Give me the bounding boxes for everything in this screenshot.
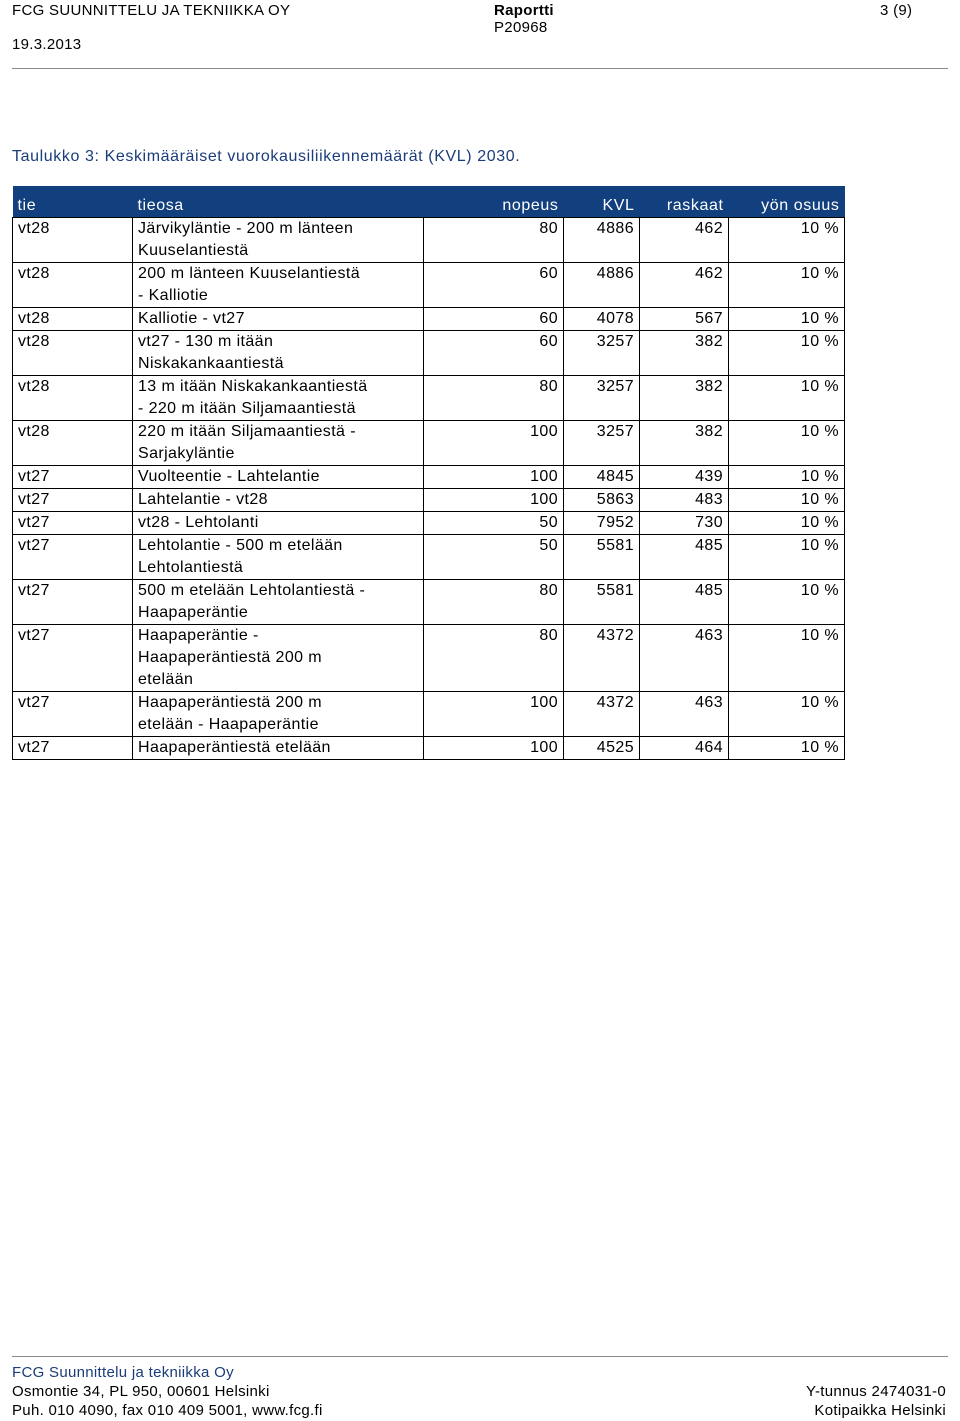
cell-yon-osuus: 10 % [729, 692, 845, 737]
column-header-kvl: KVL [564, 186, 640, 218]
tieosa-line: Vuolteentie - Lahtelantie [138, 468, 320, 485]
cell-raskaat: 382 [640, 421, 729, 466]
tieosa-line: Kuuselantiestä [138, 242, 249, 259]
cell-raskaat: 382 [640, 376, 729, 421]
cell-tie: vt28 [13, 331, 133, 376]
tieosa-line: 500 m etelään Lehtolantiestä - [138, 582, 366, 599]
cell-nopeus: 80 [424, 625, 564, 692]
cell-tie: vt27 [13, 625, 133, 692]
table-body [13, 218, 845, 760]
tieosa-line: Järvikyläntie - 200 m länteen [138, 220, 354, 237]
cell-raskaat: 439 [640, 466, 729, 489]
cell-raskaat: 463 [640, 625, 729, 692]
cell-raskaat: 464 [640, 737, 729, 760]
tieosa-line: etelään [138, 671, 194, 688]
tieosa-line: Kalliotie - vt27 [138, 310, 245, 327]
cell-nopeus: 80 [424, 218, 564, 263]
cell-tieosa [133, 331, 424, 376]
cell-tie: vt28 [13, 218, 133, 263]
cell-tieosa [133, 535, 424, 580]
cell-kvl: 4525 [564, 737, 640, 760]
cell-raskaat: 382 [640, 331, 729, 376]
cell-yon-osuus: 10 % [729, 737, 845, 760]
cell-tieosa [133, 737, 424, 760]
tieosa-line: 200 m länteen Kuuselantiestä [138, 265, 361, 282]
cell-raskaat: 462 [640, 218, 729, 263]
cell-tieosa [133, 489, 424, 512]
cell-kvl: 5581 [564, 535, 640, 580]
header-doc-type: Raportti [494, 2, 554, 19]
cell-tie: vt27 [13, 512, 133, 535]
tieosa-line: Lehtolantie - 500 m etelään [138, 537, 343, 554]
tieosa-line: - Kalliotie [138, 287, 209, 304]
cell-yon-osuus: 10 % [729, 466, 845, 489]
cell-nopeus: 60 [424, 308, 564, 331]
table-row [13, 625, 845, 692]
column-header-tieosa: tieosa [133, 186, 424, 218]
header-doc-number: P20968 [494, 19, 548, 36]
cell-tieosa [133, 421, 424, 466]
cell-tie: vt27 [13, 535, 133, 580]
table-row [13, 580, 845, 625]
table-row [13, 535, 845, 580]
cell-tie: vt27 [13, 489, 133, 512]
column-header-nopeus: nopeus [424, 186, 564, 218]
cell-tie: vt27 [13, 692, 133, 737]
cell-kvl: 3257 [564, 331, 640, 376]
table-row [13, 308, 845, 331]
cell-kvl: 5581 [564, 580, 640, 625]
cell-kvl: 3257 [564, 421, 640, 466]
table-row [13, 331, 845, 376]
cell-nopeus: 50 [424, 535, 564, 580]
header-page-number: 3 (9) [880, 2, 913, 19]
tieosa-line: Haapaperäntiestä etelään [138, 739, 331, 756]
table-row [13, 421, 845, 466]
cell-raskaat: 463 [640, 692, 729, 737]
table-row [13, 512, 845, 535]
tieosa-line: 13 m itään Niskakankaantiestä [138, 378, 368, 395]
cell-nopeus: 60 [424, 331, 564, 376]
tieosa-line: Sarjakyläntie [138, 445, 235, 462]
tieosa-line: Haapaperäntie - [138, 627, 259, 644]
tieosa-line: Lehtolantiestä [138, 559, 244, 576]
cell-tie: vt28 [13, 308, 133, 331]
table-caption: Taulukko 3: Keskimääräiset vuorokausiliikennemäärät (KVL) 2030. [12, 148, 521, 165]
cell-tie: vt28 [13, 263, 133, 308]
tieosa-line: Lahtelantie - vt28 [138, 491, 268, 508]
footer-address: Osmontie 34, PL 950, 00601 Helsinki [12, 1383, 270, 1400]
footer-company: FCG Suunnittelu ja tekniikka Oy [12, 1364, 234, 1381]
cell-tie: vt27 [13, 580, 133, 625]
tieosa-line: etelään - Haapaperäntie [138, 716, 319, 733]
cell-nopeus: 100 [424, 466, 564, 489]
cell-kvl: 4372 [564, 625, 640, 692]
cell-tieosa [133, 308, 424, 331]
cell-yon-osuus: 10 % [729, 580, 845, 625]
tieosa-line: vt27 - 130 m itään [138, 333, 274, 350]
cell-nopeus: 100 [424, 692, 564, 737]
cell-kvl: 4886 [564, 263, 640, 308]
cell-nopeus: 100 [424, 737, 564, 760]
cell-tieosa [133, 692, 424, 737]
cell-tie: vt28 [13, 376, 133, 421]
tieosa-line: Haapaperäntiestä 200 m [138, 694, 323, 711]
cell-yon-osuus: 10 % [729, 218, 845, 263]
footer-divider [12, 1356, 948, 1357]
column-header-raskaat: raskaat [640, 186, 729, 218]
cell-raskaat: 462 [640, 263, 729, 308]
cell-raskaat: 567 [640, 308, 729, 331]
header-company: FCG SUUNNITTELU JA TEKNIIKKA OY [12, 2, 291, 19]
column-header-tie: tie [13, 186, 133, 218]
tieosa-line: Haapaperäntie [138, 604, 249, 621]
cell-kvl: 5863 [564, 489, 640, 512]
tieosa-line: 220 m itään Siljamaantiestä - [138, 423, 356, 440]
cell-kvl: 3257 [564, 376, 640, 421]
tieosa-line: - 220 m itään Siljamaantiestä [138, 400, 356, 417]
table-row [13, 466, 845, 489]
cell-nopeus: 50 [424, 512, 564, 535]
table-row [13, 489, 845, 512]
footer-domicile: Kotipaikka Helsinki [814, 1402, 946, 1419]
cell-tieosa [133, 512, 424, 535]
cell-yon-osuus: 10 % [729, 489, 845, 512]
cell-kvl: 4372 [564, 692, 640, 737]
cell-yon-osuus: 10 % [729, 331, 845, 376]
cell-nopeus: 100 [424, 421, 564, 466]
cell-tieosa [133, 580, 424, 625]
cell-tieosa [133, 376, 424, 421]
kvl-table [12, 186, 845, 760]
footer-contact: Puh. 010 4090, fax 010 409 5001, www.fcg.fi [12, 1402, 323, 1419]
cell-yon-osuus: 10 % [729, 421, 845, 466]
cell-tieosa [133, 466, 424, 489]
cell-yon-osuus: 10 % [729, 263, 845, 308]
cell-tie: vt28 [13, 421, 133, 466]
table-header-row [13, 186, 845, 218]
header-divider [12, 68, 948, 69]
tieosa-line: Haapaperäntiestä 200 m [138, 649, 323, 666]
cell-tieosa [133, 218, 424, 263]
cell-nopeus: 60 [424, 263, 564, 308]
cell-kvl: 4078 [564, 308, 640, 331]
cell-raskaat: 730 [640, 512, 729, 535]
cell-yon-osuus: 10 % [729, 512, 845, 535]
header-date: 19.3.2013 [12, 36, 82, 53]
cell-tieosa [133, 625, 424, 692]
cell-raskaat: 483 [640, 489, 729, 512]
cell-nopeus: 80 [424, 580, 564, 625]
table-row [13, 376, 845, 421]
cell-kvl: 7952 [564, 512, 640, 535]
table-row [13, 263, 845, 308]
cell-tieosa [133, 263, 424, 308]
cell-tie: vt27 [13, 737, 133, 760]
footer-business-id: Y-tunnus 2474031-0 [806, 1383, 946, 1400]
cell-yon-osuus: 10 % [729, 308, 845, 331]
cell-kvl: 4886 [564, 218, 640, 263]
tieosa-line: Niskakankaantiestä [138, 355, 284, 372]
table-row [13, 737, 845, 760]
cell-nopeus: 100 [424, 489, 564, 512]
cell-raskaat: 485 [640, 580, 729, 625]
column-header-yon-osuus: yön osuus [729, 186, 845, 218]
cell-yon-osuus: 10 % [729, 625, 845, 692]
cell-raskaat: 485 [640, 535, 729, 580]
tieosa-line: vt28 - Lehtolanti [138, 514, 259, 531]
table-row [13, 692, 845, 737]
cell-yon-osuus: 10 % [729, 376, 845, 421]
table-row [13, 218, 845, 263]
cell-kvl: 4845 [564, 466, 640, 489]
cell-nopeus: 80 [424, 376, 564, 421]
cell-tie: vt27 [13, 466, 133, 489]
cell-yon-osuus: 10 % [729, 535, 845, 580]
